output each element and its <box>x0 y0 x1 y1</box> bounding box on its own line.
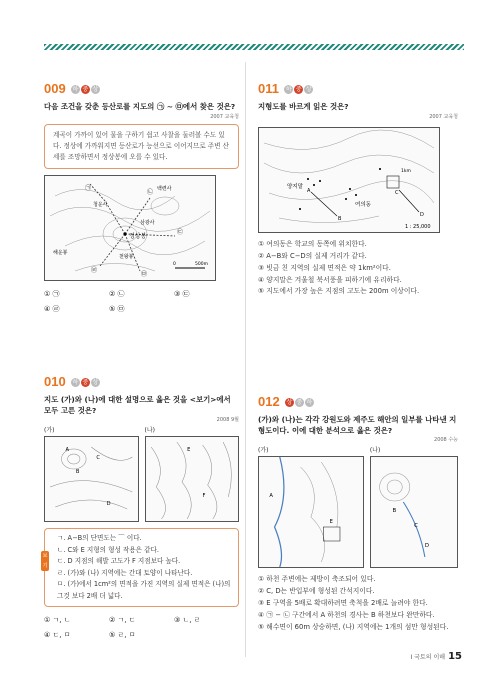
top-decorative-rule <box>44 44 464 50</box>
option[interactable]: ① ㄱ, ㄴ <box>44 616 71 625</box>
option[interactable]: ⑤ 해수면이 60m 상승하면, (나) 지역에는 1개의 섬만 형성된다. <box>258 622 449 631</box>
question-009 <box>44 80 239 314</box>
topographic-map-ga <box>258 456 364 568</box>
svg-text:E: E <box>329 519 333 526</box>
map-scale: 1 : 25,000 <box>405 223 431 230</box>
topographic-map-na <box>145 436 240 522</box>
map-label-ga: (가) <box>258 446 269 454</box>
page-number: 15 <box>448 651 462 662</box>
bogi-item: ㄷ. D 지점의 해발 고도가 F 지점보다 높다. <box>57 557 181 566</box>
level-badge-active: 중 <box>295 86 302 94</box>
option[interactable]: ② ㉡ <box>109 290 125 299</box>
map-label-e: ㉤ <box>141 271 148 279</box>
section-title: Ⅰ 국토의 이해 <box>410 654 446 661</box>
scale-zero: 0 <box>173 262 176 268</box>
question-012 <box>258 393 458 634</box>
level-badge-active: 중 <box>82 379 89 387</box>
map-label-na: (나) <box>369 446 381 454</box>
option[interactable]: ① 하천 주변에는 제방이 축조되어 있다. <box>258 575 376 584</box>
level-badge-active: 상 <box>286 399 293 407</box>
svg-text:E: E <box>186 447 190 454</box>
question-number: 011 <box>258 81 279 96</box>
question-stem: 지형도를 바르게 읽은 것은? <box>258 101 349 111</box>
answer-options <box>44 289 239 313</box>
map-label-D: D <box>420 211 424 218</box>
option[interactable]: ④ ㉠ − ㉡ 구간에서 A 하천의 경사는 B 하천보다 완만하다. <box>258 610 435 619</box>
bogi-item: ㅁ. (가)에서 1cm²의 면적을 가진 지역의 실제 면적은 (나)의 그것 보다 2배 더 넓다. <box>57 580 231 600</box>
bogi-item: ㄹ. (가)와 (나) 지역에는 간대 토양이 나타난다. <box>57 568 193 577</box>
map-pair <box>44 427 239 523</box>
source-label: 2007 교육청 <box>210 113 239 120</box>
question-number: 009 <box>44 81 66 96</box>
map-label-temple-1: 백련사 <box>157 186 172 193</box>
scale-distance: 500m <box>195 262 208 268</box>
bogi-item: ㄱ. A−B의 단면도는 ⌒ 이다. <box>57 534 142 543</box>
option[interactable]: ⑤ ㉤ <box>109 304 125 313</box>
difficulty-badges <box>71 84 101 94</box>
question-011 <box>258 80 458 298</box>
option[interactable]: ② C, D는 반입부에 형성된 간석지이다. <box>258 587 375 596</box>
level-badge: 상 <box>305 86 312 94</box>
map-label-B: B <box>338 215 342 222</box>
question-stem: (가)와 (나)는 각각 강원도와 제주도 해안의 일부를 나타낸 지형도이다. 이에 대한 분석으로 옳은 것은? <box>258 414 457 435</box>
map-label-d: ㉣ <box>91 267 98 275</box>
option[interactable]: ① 여의동은 학교의 동쪽에 위치한다. <box>258 239 367 248</box>
svg-text:D: D <box>106 501 111 508</box>
option[interactable]: ② ㄱ, ㄷ <box>109 616 136 625</box>
svg-text:F: F <box>202 493 205 500</box>
option[interactable]: ③ E 구역을 5배로 확대하려면 축척을 2배로 늘려야 한다. <box>258 599 428 608</box>
bogi-box <box>44 528 239 607</box>
question-number: 012 <box>258 394 280 409</box>
map-label-peak: 정상봉 <box>129 233 147 241</box>
question-number: 010 <box>44 374 66 389</box>
map-label-peak-3: 천왕봉 <box>119 254 134 261</box>
svg-text:C: C <box>413 523 418 530</box>
svg-text:B: B <box>75 469 80 476</box>
map-label-C: C <box>395 189 399 196</box>
source-label: 2007 교육청 <box>429 113 458 120</box>
map-label-b: ㉡ <box>147 189 154 197</box>
map-label-temple-2: 청운사 <box>93 202 108 209</box>
answer-options <box>258 239 458 298</box>
topographic-map-ga <box>44 436 139 522</box>
svg-text:B: B <box>392 508 397 515</box>
village-label-2: 여의동 <box>355 201 371 208</box>
svg-text:A: A <box>269 493 273 500</box>
option[interactable]: ③ ㄴ, ㄹ <box>174 616 201 625</box>
level-badge-active: 중 <box>82 86 89 94</box>
bogi-item: ㄴ. C와 E 지형의 형성 작용은 같다. <box>57 545 159 554</box>
option[interactable]: ③ ㉢ <box>174 290 190 299</box>
page-footer <box>411 651 463 662</box>
map-label-temple-3: 삼광사 <box>140 220 155 227</box>
option[interactable]: ④ 양지말은 겨울철 북서풍을 피하기에 유리하다. <box>258 275 402 284</box>
topographic-map <box>258 127 440 233</box>
source-label: 2008 9월 <box>216 417 239 424</box>
answer-options <box>44 615 239 639</box>
map-pair <box>258 447 458 569</box>
question-stem: 다음 조건을 갖춘 등산로를 지도의 ㉠ ~ ㉤에서 찾은 것은? <box>44 101 236 111</box>
source-label: 2008 수능 <box>434 437 458 444</box>
difficulty-badges <box>284 84 314 94</box>
difficulty-badges <box>285 397 315 407</box>
village-label-1: 양지말 <box>287 183 303 190</box>
bogi-tag: 보기 <box>42 553 48 570</box>
svg-text:D: D <box>424 543 429 550</box>
level-badge: 상 <box>92 379 99 387</box>
question-stem: 지도 (가)와 (나)에 대한 설명으로 옳은 것을 <보기>에서 모두 고른 것은? <box>44 394 231 415</box>
level-badge: 하 <box>285 86 292 94</box>
level-badge: 하 <box>306 399 313 407</box>
level-badge: 중 <box>296 399 303 407</box>
topographic-map-na <box>370 456 458 568</box>
map-label-peak-2: 해운봉 <box>53 250 68 257</box>
map-label-na: (나) <box>144 426 155 434</box>
question-010 <box>44 373 239 640</box>
option[interactable]: ④ ㄷ, ㅁ <box>44 630 71 639</box>
difficulty-badges <box>71 377 101 387</box>
column-divider <box>245 62 246 657</box>
option[interactable]: ⑤ 지도에서 가장 높은 지점의 고도는 200m 이상이다. <box>258 287 420 296</box>
map-label-A: A <box>307 187 311 194</box>
map-label-a: ㉠ <box>85 185 92 193</box>
map-label-ga: (가) <box>44 426 55 434</box>
svg-text:C: C <box>96 455 100 462</box>
answer-options <box>258 574 458 633</box>
map-label-c: ㉢ <box>177 229 184 237</box>
level-badge: 상 <box>92 86 99 94</box>
option[interactable]: ③ 빗금 친 지역의 실제 면적은 약 1km²이다. <box>258 263 391 272</box>
scale-box-label: 1km <box>401 168 411 174</box>
option[interactable]: ② A−B와 C−D의 실제 거리가 같다. <box>258 251 367 260</box>
level-badge: 하 <box>72 86 79 94</box>
level-badge: 하 <box>72 379 79 387</box>
svg-text:A: A <box>65 447 70 454</box>
topographic-map <box>44 175 216 281</box>
option[interactable]: ① ㉠ <box>44 290 60 299</box>
option[interactable]: ⑤ ㄹ, ㅁ <box>109 630 136 639</box>
condition-box: 계곡이 가까이 있어 물을 구하기 쉽고 사찰을 둘러볼 수도 있다. 정상에 가까워지면 등산로가 능선으로 이어지므로 주변 산세를 조망하면서 정상봉에 오를 수 있다. <box>44 124 239 170</box>
option[interactable]: ④ ㉣ <box>44 304 60 313</box>
